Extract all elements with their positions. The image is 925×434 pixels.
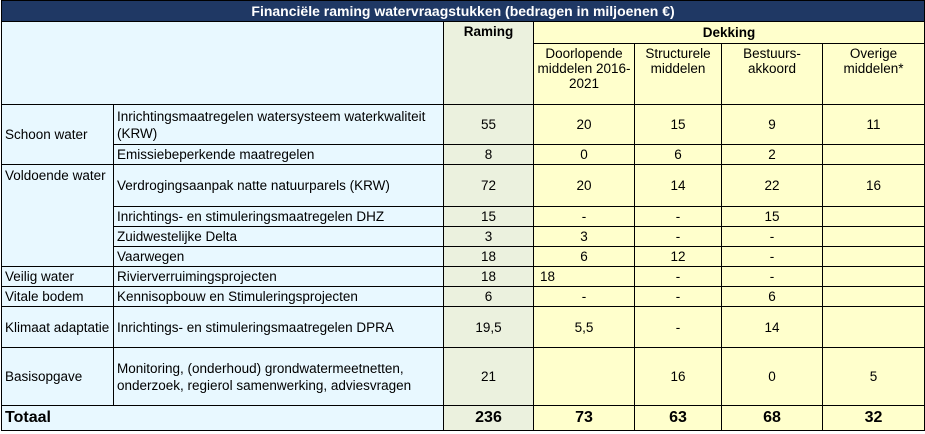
item-cell: Kennisopbouw en Stimuleringsprojecten	[114, 287, 444, 307]
raming-cell: 21	[444, 348, 534, 406]
item-cell: Vaarwegen	[114, 247, 444, 267]
structureel-cell: -	[635, 267, 722, 287]
header-bestuurs: Bestuurs-akkoord	[722, 44, 823, 105]
bestuur-cell: -	[722, 247, 823, 267]
table-row	[2, 247, 925, 267]
overig-cell: 5	[823, 348, 925, 406]
table-row	[2, 105, 925, 145]
doorlopend-cell: 0	[534, 145, 635, 165]
overig-cell	[823, 287, 925, 307]
title-row	[2, 1, 925, 22]
bestuur-cell: -	[722, 227, 823, 247]
overig-cell	[823, 145, 925, 165]
raming-cell: 3	[444, 227, 534, 247]
total-row	[2, 406, 925, 431]
raming-cell: 8	[444, 145, 534, 165]
table-row	[2, 207, 925, 227]
structureel-cell: 14	[635, 165, 722, 207]
table-row	[2, 145, 925, 165]
overig-cell: 16	[823, 165, 925, 207]
total-raming: 236	[444, 406, 534, 431]
doorlopend-cell: 18	[534, 267, 635, 287]
raming-cell: 18	[444, 267, 534, 287]
bestuur-cell: -	[722, 267, 823, 287]
doorlopend-cell: -	[534, 207, 635, 227]
header-raming: Raming	[444, 22, 534, 105]
item-cell: Inrichtings- en stimuleringsmaatregelen DHZ	[114, 207, 444, 227]
bestuur-cell: 22	[722, 165, 823, 207]
header-doorlopende: Doorlopende middelen 2016-2021	[534, 44, 635, 105]
category-voldoende-water: Voldoende water	[2, 165, 114, 267]
raming-cell: 6	[444, 287, 534, 307]
raming-cell: 19,5	[444, 307, 534, 348]
overig-cell	[823, 247, 925, 267]
header-structurele: Structurele middelen	[635, 44, 722, 105]
table-row	[2, 287, 925, 307]
raming-cell: 55	[444, 105, 534, 145]
overig-cell	[823, 307, 925, 348]
total-overig: 32	[823, 406, 925, 431]
table-title: Financiële raming watervraagstukken (bedragen in miljoenen €)	[2, 1, 925, 22]
structureel-cell: 16	[635, 348, 722, 406]
table-row	[2, 307, 925, 348]
item-cell: Monitoring, (onderhoud) grondwatermeetnetten, onderzoek, regierol samenwerking, adviesvragen	[114, 348, 444, 406]
bestuur-cell: 6	[722, 287, 823, 307]
raming-cell: 15	[444, 207, 534, 227]
doorlopend-cell: 5,5	[534, 307, 635, 348]
overig-cell	[823, 207, 925, 227]
total-structureel: 63	[635, 406, 722, 431]
doorlopend-cell: -	[534, 287, 635, 307]
raming-cell: 18	[444, 247, 534, 267]
item-cell: Inrichtings- en stimuleringsmaatregelen DPRA	[114, 307, 444, 348]
structureel-cell: 15	[635, 105, 722, 145]
overig-cell	[823, 227, 925, 247]
category-schoon-water: Schoon water	[2, 105, 114, 165]
doorlopend-cell: 3	[534, 227, 635, 247]
structureel-cell: -	[635, 227, 722, 247]
total-doorlopend: 73	[534, 406, 635, 431]
category-veilig-water: Veilig water	[2, 267, 114, 287]
total-label: Totaal	[2, 406, 444, 431]
header-blank	[2, 22, 444, 105]
bestuur-cell: 14	[722, 307, 823, 348]
item-cell: Rivierverruimingsprojecten	[114, 267, 444, 287]
item-cell: Inrichtingsmaatregelen watersysteem waterkwaliteit (KRW)	[114, 105, 444, 145]
doorlopend-cell	[534, 348, 635, 406]
structureel-cell: -	[635, 287, 722, 307]
doorlopend-cell: 20	[534, 165, 635, 207]
category-vitale-bodem: Vitale bodem	[2, 287, 114, 307]
category-klimaat-adaptatie: Klimaat adaptatie	[2, 307, 114, 348]
item-cell: Verdrogingsaanpak natte natuurparels (KRW)	[114, 165, 444, 207]
table-row	[2, 227, 925, 247]
header-row-1	[2, 22, 925, 44]
bestuur-cell: 9	[722, 105, 823, 145]
header-overige: Overige middelen*	[823, 44, 925, 105]
overig-cell: 11	[823, 105, 925, 145]
total-bestuur: 68	[722, 406, 823, 431]
header-dekking: Dekking	[534, 22, 925, 44]
financial-estimate-table	[1, 0, 925, 431]
raming-cell: 72	[444, 165, 534, 207]
doorlopend-cell: 20	[534, 105, 635, 145]
structureel-cell: 12	[635, 247, 722, 267]
overig-cell	[823, 267, 925, 287]
item-cell: Emissiebeperkende maatregelen	[114, 145, 444, 165]
table-row	[2, 348, 925, 406]
structureel-cell: -	[635, 207, 722, 227]
table-row	[2, 267, 925, 287]
table-row	[2, 165, 925, 207]
bestuur-cell: 0	[722, 348, 823, 406]
bestuur-cell: 2	[722, 145, 823, 165]
structureel-cell: 6	[635, 145, 722, 165]
category-basisopgave: Basisopgave	[2, 348, 114, 406]
structureel-cell: -	[635, 307, 722, 348]
item-cell: Zuidwestelijke Delta	[114, 227, 444, 247]
doorlopend-cell: 6	[534, 247, 635, 267]
bestuur-cell: 15	[722, 207, 823, 227]
